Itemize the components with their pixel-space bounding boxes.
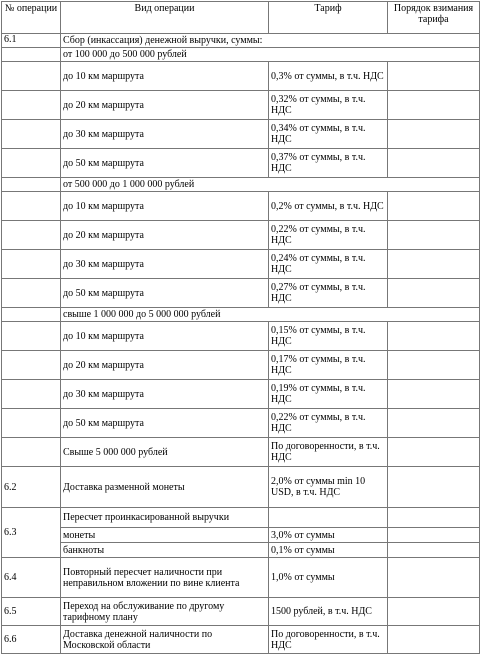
empty-cell — [2, 178, 61, 192]
op-number: 6.3 — [2, 508, 61, 558]
empty-cell — [2, 438, 61, 467]
order-cell — [388, 467, 480, 508]
section-6-1-row — [2, 34, 480, 48]
section-title: Пересчет проинкасированной выручки — [61, 508, 269, 528]
group-row — [2, 308, 480, 322]
group-label: свыше 1 000 000 до 5 000 000 рублей — [61, 308, 480, 322]
op-number: 6.4 — [2, 558, 61, 598]
tariff-cell — [269, 508, 388, 528]
section-6-5-row — [2, 598, 480, 626]
table-row — [2, 62, 480, 91]
order-cell — [388, 279, 480, 308]
operation-cell: до 30 км маршрута — [61, 250, 269, 279]
tariff-cell: 0,34% от суммы, в т.ч. НДС — [269, 120, 388, 149]
table-row — [2, 380, 480, 409]
empty-cell — [2, 351, 61, 380]
order-cell — [388, 409, 480, 438]
operation-cell: Переход на обслуживание по другому тарифному плану — [61, 598, 269, 626]
operation-cell: до 30 км маршрута — [61, 120, 269, 149]
group-label: от 500 000 до 1 000 000 рублей — [61, 178, 480, 192]
order-cell — [388, 626, 480, 654]
order-cell — [388, 91, 480, 120]
tariff-cell: 1,0% от суммы — [269, 558, 388, 598]
tariff-cell: 0,37% от суммы, в т.ч. НДС — [269, 149, 388, 178]
operation-cell: банкноты — [61, 543, 269, 558]
section-6-3-title-row — [2, 508, 480, 528]
empty-cell — [2, 322, 61, 351]
order-cell — [388, 598, 480, 626]
op-number: 6.5 — [2, 598, 61, 626]
empty-cell — [2, 91, 61, 120]
tariff-cell: 0,2% от суммы, в т.ч. НДС — [269, 192, 388, 221]
table-row — [2, 322, 480, 351]
tariff-cell: 0,19% от суммы, в т.ч. НДС — [269, 380, 388, 409]
op-number: 6.2 — [2, 467, 61, 508]
header-num: № операции — [2, 2, 61, 34]
operation-cell: Свыше 5 000 000 рублей — [61, 438, 269, 467]
op-number: 6.1 — [2, 34, 61, 48]
order-cell — [388, 221, 480, 250]
tariff-table — [1, 1, 480, 654]
table-row — [2, 438, 480, 467]
operation-cell: до 50 км маршрута — [61, 409, 269, 438]
table-row — [2, 528, 480, 543]
empty-cell — [2, 380, 61, 409]
tariff-cell: По договоренности, в т.ч. НДС — [269, 438, 388, 467]
table-row — [2, 120, 480, 149]
tariff-cell: 1500 рублей, в т.ч. НДС — [269, 598, 388, 626]
empty-cell — [2, 308, 61, 322]
table-row — [2, 91, 480, 120]
order-cell — [388, 351, 480, 380]
empty-cell — [2, 250, 61, 279]
operation-cell: до 10 км маршрута — [61, 62, 269, 91]
operation-cell: Повторный пересчет наличности при неправильном вложении по вине клиента — [61, 558, 269, 598]
table-row — [2, 279, 480, 308]
order-cell — [388, 62, 480, 91]
tariff-cell: 0,17% от суммы, в т.ч. НДС — [269, 351, 388, 380]
group-label: от 100 000 до 500 000 рублей — [61, 48, 480, 62]
order-cell — [388, 250, 480, 279]
group-row — [2, 48, 480, 62]
tariff-cell: 2,0% от суммы min 10 USD, в т.ч. НДС — [269, 467, 388, 508]
order-cell — [388, 438, 480, 467]
operation-cell: до 50 км маршрута — [61, 149, 269, 178]
tariff-cell: 0,1% от суммы — [269, 543, 388, 558]
empty-cell — [2, 48, 61, 62]
operation-cell: до 10 км маршрута — [61, 322, 269, 351]
section-6-6-row — [2, 626, 480, 654]
table-row — [2, 351, 480, 380]
operation-cell: до 20 км маршрута — [61, 91, 269, 120]
operation-cell: монеты — [61, 528, 269, 543]
operation-cell: до 30 км маршрута — [61, 380, 269, 409]
operation-cell: Доставка разменной монеты — [61, 467, 269, 508]
tariff-cell: 0,22% от суммы, в т.ч. НДС — [269, 221, 388, 250]
empty-cell — [2, 149, 61, 178]
empty-cell — [2, 221, 61, 250]
tariff-cell: 0,22% от суммы, в т.ч. НДС — [269, 409, 388, 438]
tariff-cell: 0,27% от суммы, в т.ч. НДС — [269, 279, 388, 308]
empty-cell — [2, 192, 61, 221]
order-cell — [388, 543, 480, 558]
table-row — [2, 250, 480, 279]
order-cell — [388, 149, 480, 178]
header-order: Порядок взимания тарифа — [388, 2, 480, 34]
tariff-cell: 0,15% от суммы, в т.ч. НДС — [269, 322, 388, 351]
tariff-cell: 0,3% от суммы, в т.ч. НДС — [269, 62, 388, 91]
empty-cell — [2, 120, 61, 149]
order-cell — [388, 322, 480, 351]
table-row — [2, 221, 480, 250]
empty-cell — [2, 279, 61, 308]
header-row — [2, 2, 480, 34]
table-row — [2, 543, 480, 558]
table-row — [2, 149, 480, 178]
table-row — [2, 192, 480, 221]
order-cell — [388, 380, 480, 409]
operation-cell: до 20 км маршрута — [61, 351, 269, 380]
section-6-2-row — [2, 467, 480, 508]
table-row — [2, 409, 480, 438]
empty-cell — [2, 409, 61, 438]
order-cell — [388, 120, 480, 149]
operation-cell: до 20 км маршрута — [61, 221, 269, 250]
operation-cell: Доставка денежной наличности по Московской области — [61, 626, 269, 654]
op-number: 6.6 — [2, 626, 61, 654]
order-cell — [388, 558, 480, 598]
section-6-4-row — [2, 558, 480, 598]
operation-cell: до 50 км маршрута — [61, 279, 269, 308]
tariff-cell: 0,32% от суммы, в т.ч. НДС — [269, 91, 388, 120]
tariff-cell: 0,24% от суммы, в т.ч. НДС — [269, 250, 388, 279]
group-row — [2, 178, 480, 192]
operation-cell: до 10 км маршрута — [61, 192, 269, 221]
section-title: Сбор (инкассация) денежной выручки, суммы: — [61, 34, 480, 48]
header-tariff: Тариф — [269, 2, 388, 34]
order-cell — [388, 508, 480, 528]
tariff-cell: 3,0% от суммы — [269, 528, 388, 543]
tariff-cell: По договоренности, в т.ч. НДС — [269, 626, 388, 654]
order-cell — [388, 192, 480, 221]
header-operation: Вид операции — [61, 2, 269, 34]
empty-cell — [2, 62, 61, 91]
order-cell — [388, 528, 480, 543]
